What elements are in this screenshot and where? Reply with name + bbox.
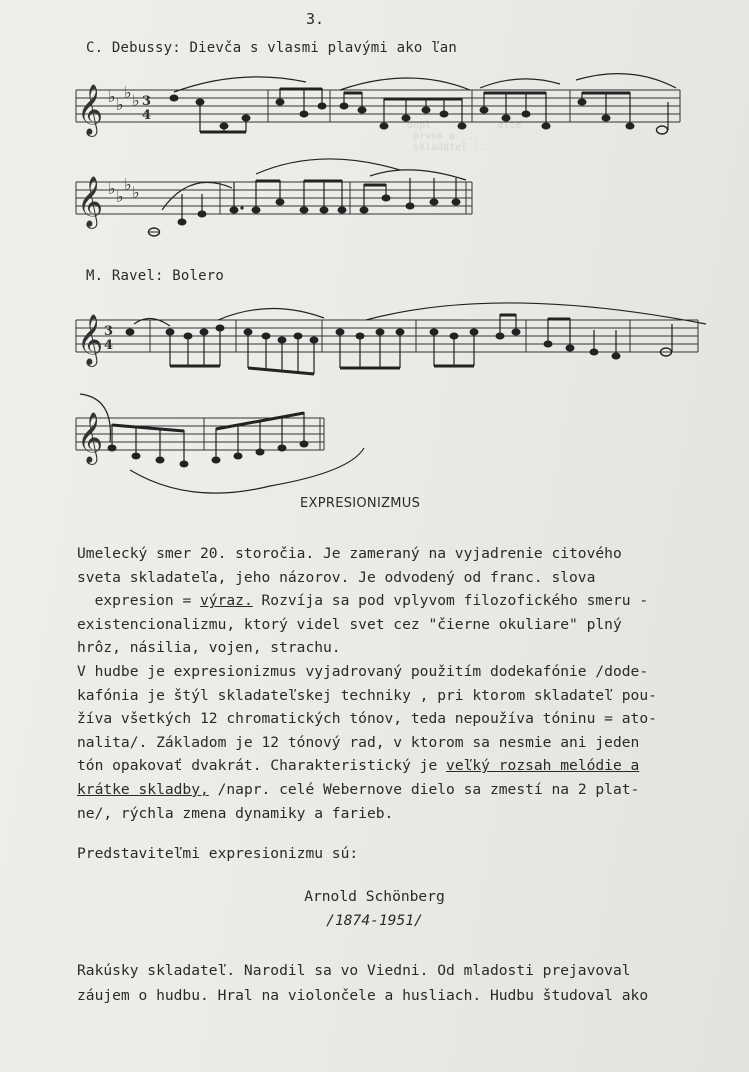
composer-name: Arnold Schönberg xyxy=(304,888,445,905)
bolero-staff-1 xyxy=(70,290,710,380)
svg-text:♭: ♭ xyxy=(132,91,140,110)
svg-text:♭: ♭ xyxy=(116,95,124,114)
treble-clef-icon: 𝄞 xyxy=(77,314,104,365)
bio-line: Rakúsky skladateľ. Narodil sa vo Viedni. Od mladosti prejavoval xyxy=(77,962,631,979)
paragraph-1 xyxy=(77,542,717,660)
svg-text:♭: ♭ xyxy=(116,187,124,206)
svg-text:♭: ♭ xyxy=(132,183,140,202)
svg-text:4: 4 xyxy=(104,338,114,353)
debussy-caption: C. Debussy: Dievča s vlasmi plavými ako ľan xyxy=(86,40,458,56)
p1-line: existencionalizmu, ktorý videl svet cez "čierne okuliare" plný xyxy=(77,615,622,633)
svg-text:♭: ♭ xyxy=(108,179,116,198)
p2-line: ne/, rýchla zmena dynamiky a farieb. xyxy=(77,804,394,822)
svg-text:4: 4 xyxy=(142,108,152,123)
p1-line: sveta skladateľa, jeho názorov. Je odvodený od franc. slova xyxy=(77,568,596,586)
bio-line: záujem o hudbu. Hral na violončele a husliach. Hudbu študoval ako xyxy=(77,987,649,1004)
svg-text:♭: ♭ xyxy=(124,83,132,102)
bolero-staff-2 xyxy=(70,386,390,496)
page-number: 3. xyxy=(306,10,325,28)
ravel-caption: M. Ravel: Bolero xyxy=(86,268,225,284)
p2-line: žíva všetkých 12 chromatických tónov, teda nepoužíva tóninu = ato- xyxy=(77,710,657,728)
svg-text:3: 3 xyxy=(104,324,114,339)
svg-text:3: 3 xyxy=(142,94,152,109)
treble-clef-icon: 𝄞 xyxy=(77,412,104,463)
p2-line: V hudbe je expresionizmus vyjadrovaný použitím dodekafónie /dode- xyxy=(77,663,649,680)
composer-bio xyxy=(77,958,717,1008)
composer-dates: /1874-1951/ xyxy=(326,912,423,929)
p2-line: tón opakovať dvakrát. Charakteristický je veľký rozsah melódie a xyxy=(77,757,640,775)
bleed-through-text: dopl alte prvok a ... skladateľ ... xyxy=(407,120,522,153)
p2-line: kafónia je štýl skladateľskej techniky , pri ktorom skladateľ pou- xyxy=(77,686,657,704)
p2-line: krátke skladby, /napr. celé Webernove dielo sa zmestí na 2 plat- xyxy=(77,780,640,798)
p1-line: hrôz, násilia, vojen, strachu. xyxy=(77,639,341,657)
treble-clef-icon: 𝄞 xyxy=(77,84,104,135)
svg-text:♭: ♭ xyxy=(124,175,132,194)
section-title: EXPRESIONIZMUS xyxy=(300,496,421,511)
paragraph-3: Predstaviteľmi expresionizmu sú: xyxy=(77,845,359,862)
underlined-phrase: veľký rozsah melódie a xyxy=(446,757,640,775)
p2-line: nalita/. Základom je 12 tónový rad, v ktorom sa nesmie ani jeden xyxy=(77,733,640,751)
underlined-term: výraz. xyxy=(200,592,253,610)
svg-text:♭: ♭ xyxy=(108,87,116,106)
p1-line: Umelecký smer 20. storočia. Je zameraný na vyjadrenie citového xyxy=(77,545,622,562)
debussy-staff-2 xyxy=(70,150,490,240)
treble-clef-icon: 𝄞 xyxy=(77,176,104,227)
underlined-phrase: krátke skladby, xyxy=(77,780,209,798)
paragraph-2 xyxy=(77,660,717,825)
p1-line: expresion = výraz. Rozvíja sa pod vplyvom filozofického smeru - xyxy=(94,592,649,610)
debussy-staff-1 xyxy=(70,68,690,148)
